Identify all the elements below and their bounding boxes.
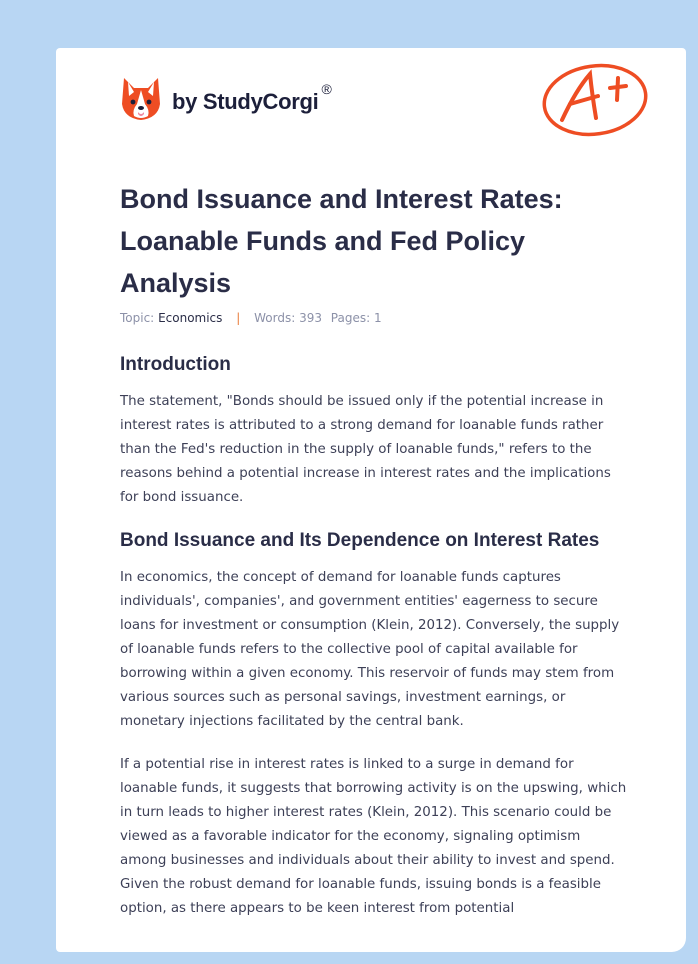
a-plus-grade-icon <box>540 60 650 140</box>
meta-info <box>120 311 382 325</box>
section-heading: Bond Issuance and Its Dependence on Interest Rates <box>120 530 600 551</box>
topic-link[interactable]: Economics <box>158 311 223 325</box>
document-page <box>56 48 686 952</box>
paragraph: In economics, the concept of demand for loanable funds captures individuals', companies', and government entities' eagerness to secure loans for investment or consumption (Klein, 2012). Conversely, the supply of loanable funds refers to the collective pool of capital available for borrowing within a given economy. This reservoir of funds may stem from various sources such as personal savings, investment earnings, or monetary injections facilitated by the central bank. <box>120 570 620 729</box>
page-title: Bond Issuance and Interest Rates: Loanable Funds and Fed Policy Analysis <box>120 184 563 298</box>
section-heading: Introduction <box>120 354 231 375</box>
page-count: Pages: 1 <box>330 311 382 325</box>
corgi-icon <box>120 74 162 122</box>
paragraph: The statement, "Bonds should be issued only if the potential increase in interest rates is attributed to a strong demand for loanable funds rather than the Fed's reduction in the supply of loanable funds," refers to the reasons behind a potential increase in interest rates and the implications for bond issuance. <box>120 394 611 505</box>
meta-separator: | <box>236 311 241 325</box>
word-count: Words: 393 <box>254 311 322 325</box>
studycorgi-logo[interactable] <box>120 74 331 122</box>
paragraph: If a potential rise in interest rates is linked to a surge in demand for loanable funds, it suggests that borrowing activity is on the upswing, which in turn leads to higher interest rates (Klein, 2012). This scenario could be viewed as a favorable indicator for the economy, signaling optimism among businesses and individuals about their ability to invest and spend. Given the robust demand for loanable funds, issuing bonds is a feasible option, as there appears to be keen interest from potential <box>120 757 627 916</box>
topic-label: Topic: <box>120 311 155 325</box>
header <box>120 74 660 154</box>
article-body <box>120 353 630 940</box>
brand-name: by StudyCorgi ® <box>172 81 332 114</box>
